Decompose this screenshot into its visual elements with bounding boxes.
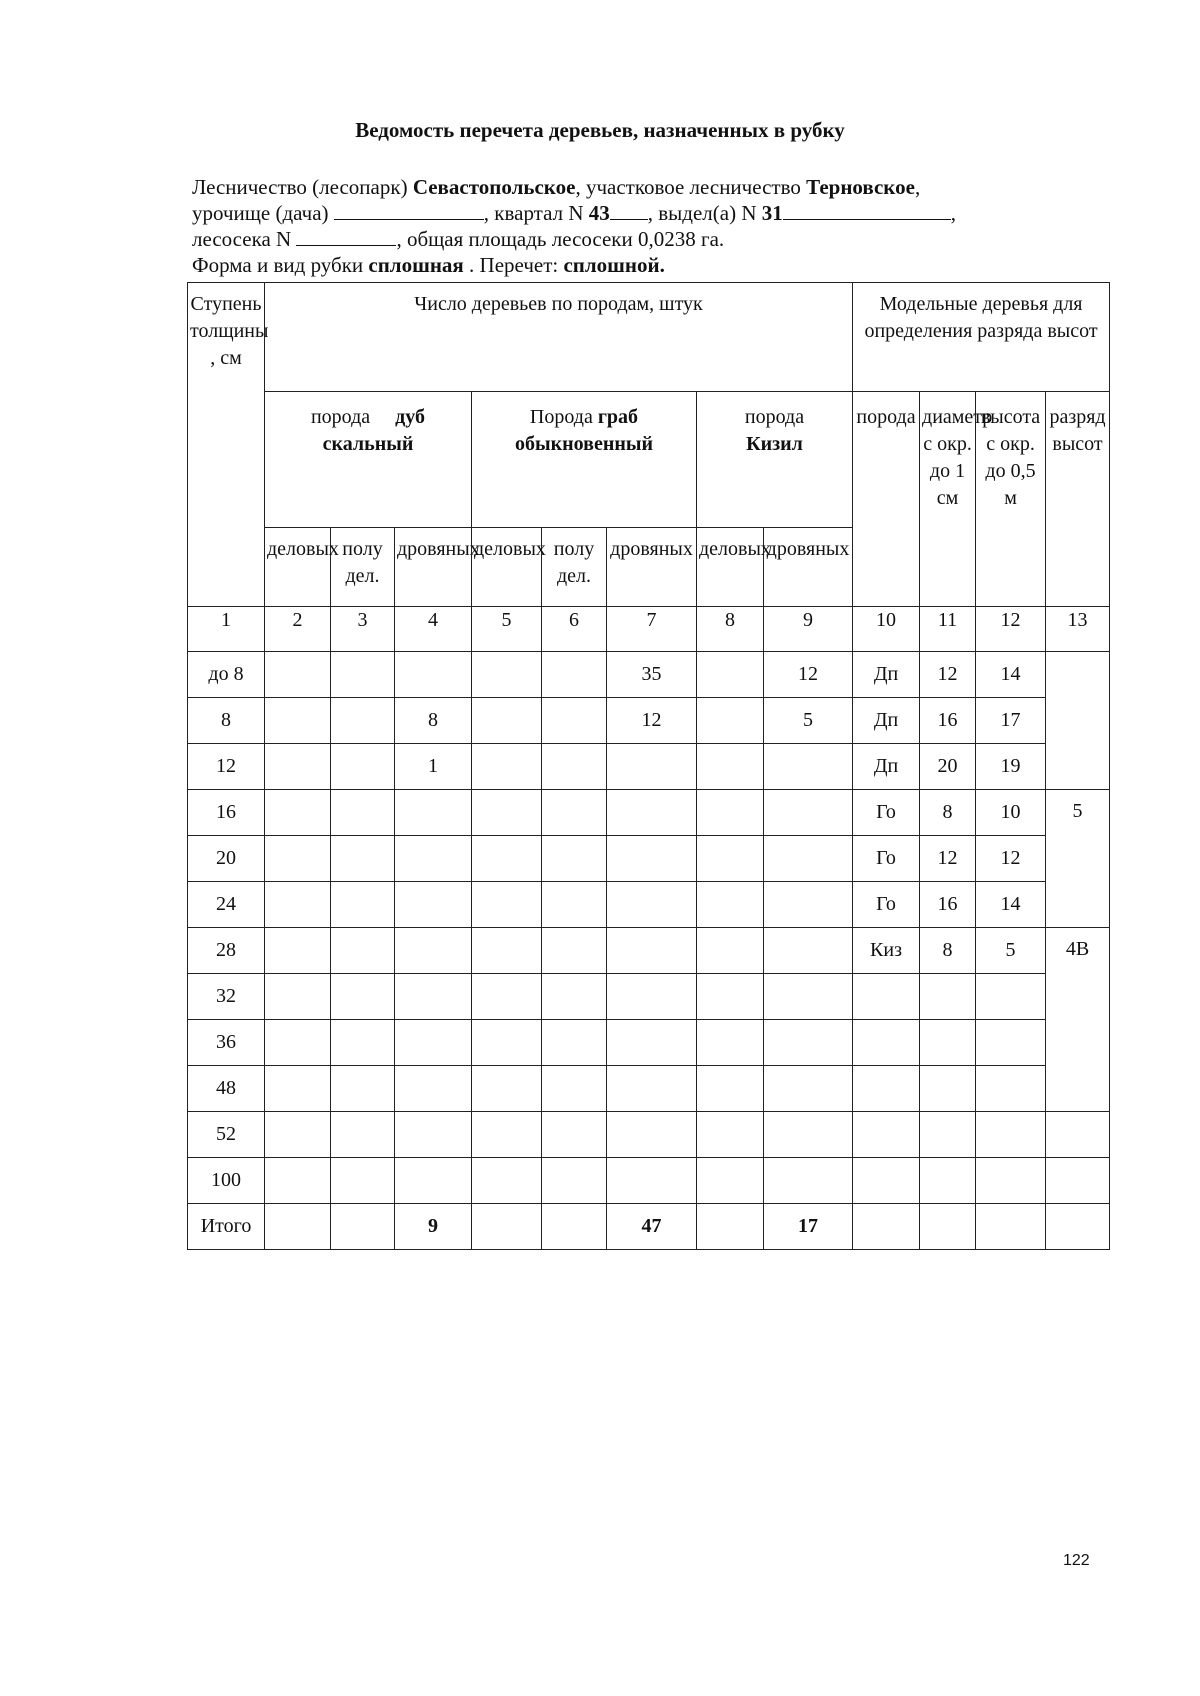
cell-oak-commercial bbox=[265, 882, 331, 928]
cell-model-height bbox=[976, 1020, 1046, 1066]
cell-height-class: 5 bbox=[1046, 790, 1110, 928]
cell-model-diameter: 20 bbox=[920, 744, 976, 790]
cell-oak-commercial bbox=[265, 652, 331, 698]
header-species-cornel bbox=[697, 392, 853, 528]
cell-hornbeam-commercial bbox=[472, 1158, 542, 1204]
cell-step: 16 bbox=[188, 790, 265, 836]
subheader-semi-commercial: полу дел. bbox=[542, 528, 607, 607]
cell-hornbeam-firewood bbox=[607, 1112, 697, 1158]
page-number: 122 bbox=[1063, 1552, 1090, 1569]
cell-oak-firewood bbox=[395, 1020, 472, 1066]
cell-oak-firewood bbox=[395, 1158, 472, 1204]
cell-hornbeam-firewood bbox=[607, 928, 697, 974]
cell-oak-firewood bbox=[395, 974, 472, 1020]
column-number: 6 bbox=[542, 607, 607, 652]
cell-total-label: Итого bbox=[188, 1204, 265, 1250]
cell-oak-semi bbox=[331, 974, 395, 1020]
header-model-height-class: разряд высот bbox=[1046, 392, 1110, 607]
cell-cornel-firewood bbox=[764, 1020, 853, 1066]
header-text: , участковое лесничество bbox=[575, 175, 807, 199]
cell-hornbeam-firewood bbox=[607, 836, 697, 882]
cell-height-class bbox=[1046, 1158, 1110, 1204]
cell-step: 48 bbox=[188, 1066, 265, 1112]
cell-cornel-commercial bbox=[697, 1066, 764, 1112]
cell-model-height: 12 bbox=[976, 836, 1046, 882]
cell-oak-commercial bbox=[265, 974, 331, 1020]
cell-oak-firewood: 1 bbox=[395, 744, 472, 790]
species-word: Порода bbox=[529, 406, 593, 428]
cell-model-diameter bbox=[920, 1020, 976, 1066]
cell-model-species bbox=[853, 974, 920, 1020]
tract-blank bbox=[334, 201, 484, 220]
count-type: сплошной. bbox=[563, 253, 665, 277]
cell-model-species: Го bbox=[853, 836, 920, 882]
table-row bbox=[188, 928, 1110, 974]
cell-hornbeam-semi bbox=[542, 974, 607, 1020]
cell-step: 20 bbox=[188, 836, 265, 882]
cell-hornbeam-commercial bbox=[472, 836, 542, 882]
table-row bbox=[188, 836, 1110, 882]
cell-oak-semi bbox=[331, 882, 395, 928]
cell-cornel-firewood bbox=[764, 882, 853, 928]
cell-oak-firewood bbox=[395, 882, 472, 928]
cell-cornel-commercial bbox=[697, 698, 764, 744]
column-number-row bbox=[188, 607, 1110, 652]
cell-hornbeam-firewood: 12 bbox=[607, 698, 697, 744]
document-header bbox=[192, 174, 956, 278]
cell-model-diameter bbox=[920, 1066, 976, 1112]
cell-hornbeam-semi bbox=[542, 698, 607, 744]
table-row-total bbox=[188, 1204, 1110, 1250]
cell-model-height: 14 bbox=[976, 882, 1046, 928]
cell-hornbeam-commercial bbox=[472, 1112, 542, 1158]
cell-hornbeam-semi bbox=[542, 1020, 607, 1066]
cell-model-height bbox=[976, 1112, 1046, 1158]
species-name: граб bbox=[597, 406, 639, 428]
cell-total: 47 bbox=[607, 1204, 697, 1250]
cell-hornbeam-firewood bbox=[607, 1158, 697, 1204]
species-name: дуб скальный bbox=[322, 406, 426, 455]
cell-oak-semi bbox=[331, 744, 395, 790]
cell-step: 24 bbox=[188, 882, 265, 928]
header-text: , bbox=[950, 201, 956, 225]
species-word: порода bbox=[310, 406, 371, 428]
cell-step: 36 bbox=[188, 1020, 265, 1066]
cell-cornel-commercial bbox=[697, 974, 764, 1020]
cell-hornbeam-semi bbox=[542, 1158, 607, 1204]
cell-cornel-firewood bbox=[764, 928, 853, 974]
cell-hornbeam-commercial bbox=[472, 974, 542, 1020]
cell-cornel-commercial bbox=[697, 790, 764, 836]
table-row bbox=[188, 882, 1110, 928]
table-row bbox=[188, 1112, 1110, 1158]
cell-oak-semi bbox=[331, 928, 395, 974]
cell-oak-semi bbox=[331, 1112, 395, 1158]
cell-model-diameter: 8 bbox=[920, 790, 976, 836]
cell-step: 12 bbox=[188, 744, 265, 790]
column-number: 2 bbox=[265, 607, 331, 652]
table-row bbox=[188, 1020, 1110, 1066]
cell-cornel-firewood: 5 bbox=[764, 698, 853, 744]
header-text: , bbox=[914, 175, 921, 199]
subheader-firewood: дровяных bbox=[395, 528, 472, 607]
cell-hornbeam-semi bbox=[542, 836, 607, 882]
header-step: Ступень толщины , см bbox=[188, 283, 265, 607]
blank-line bbox=[610, 201, 648, 220]
header-line-forestry bbox=[192, 174, 956, 200]
cell-oak-firewood: 8 bbox=[395, 698, 472, 744]
table-row bbox=[188, 1066, 1110, 1112]
cell-model-diameter bbox=[920, 1112, 976, 1158]
species-name: обыкновенный bbox=[514, 433, 654, 455]
cell-oak-commercial bbox=[265, 1066, 331, 1112]
cell-hornbeam-semi bbox=[542, 652, 607, 698]
column-number: 9 bbox=[764, 607, 853, 652]
cell-oak-commercial bbox=[265, 790, 331, 836]
cell-cornel-firewood bbox=[764, 974, 853, 1020]
cell-cornel-firewood bbox=[764, 1158, 853, 1204]
cell-model-species: Дп bbox=[853, 698, 920, 744]
cell-hornbeam-commercial bbox=[472, 790, 542, 836]
cell-hornbeam-firewood: 35 bbox=[607, 652, 697, 698]
table-body bbox=[188, 652, 1110, 1250]
tree-count-table bbox=[187, 282, 1110, 1250]
cell-model-diameter: 16 bbox=[920, 698, 976, 744]
header-text: лесосека N bbox=[192, 227, 297, 251]
cell-total: 9 bbox=[395, 1204, 472, 1250]
cell-model-height bbox=[976, 1158, 1046, 1204]
cell-oak-semi bbox=[331, 836, 395, 882]
table-row bbox=[188, 974, 1110, 1020]
cell-oak-firewood bbox=[395, 1066, 472, 1112]
cell-model-height: 17 bbox=[976, 698, 1046, 744]
cell-total bbox=[472, 1204, 542, 1250]
cell-cornel-firewood bbox=[764, 744, 853, 790]
cell-cornel-commercial bbox=[697, 1020, 764, 1066]
column-number: 10 bbox=[853, 607, 920, 652]
species-name: Кизил bbox=[746, 433, 803, 455]
column-number: 11 bbox=[920, 607, 976, 652]
cell-model-species: Киз bbox=[853, 928, 920, 974]
cell-total bbox=[920, 1204, 976, 1250]
cell-oak-commercial bbox=[265, 1112, 331, 1158]
cell-hornbeam-semi bbox=[542, 928, 607, 974]
cell-total bbox=[1046, 1204, 1110, 1250]
table-row bbox=[188, 744, 1110, 790]
subheader-commercial: деловых bbox=[265, 528, 331, 607]
cell-hornbeam-semi bbox=[542, 1066, 607, 1112]
cell-cornel-firewood bbox=[764, 790, 853, 836]
cell-oak-commercial bbox=[265, 1158, 331, 1204]
cell-oak-semi bbox=[331, 790, 395, 836]
cell-total bbox=[265, 1204, 331, 1250]
cell-step: 28 bbox=[188, 928, 265, 974]
cell-oak-firewood bbox=[395, 652, 472, 698]
cutting-form: сплошная bbox=[368, 253, 464, 277]
cell-cornel-commercial bbox=[697, 928, 764, 974]
cell-model-diameter: 12 bbox=[920, 652, 976, 698]
compartment-number: 31 bbox=[761, 201, 783, 225]
cell-model-height: 5 bbox=[976, 928, 1046, 974]
block-number: 43 bbox=[588, 201, 610, 225]
column-number: 7 bbox=[607, 607, 697, 652]
table-row bbox=[188, 1158, 1110, 1204]
cell-total bbox=[542, 1204, 607, 1250]
header-text: , общая площадь лесосеки 0,0238 га. bbox=[396, 227, 725, 251]
cell-cornel-commercial bbox=[697, 836, 764, 882]
cell-total bbox=[976, 1204, 1046, 1250]
cell-model-height: 10 bbox=[976, 790, 1046, 836]
cell-step: до 8 bbox=[188, 652, 265, 698]
header-text: Лесничество (лесопарк) bbox=[192, 175, 413, 199]
cell-model-diameter: 16 bbox=[920, 882, 976, 928]
cutting-area-blank bbox=[296, 227, 396, 246]
cell-oak-commercial bbox=[265, 928, 331, 974]
species-word: порода bbox=[744, 406, 805, 428]
cell-hornbeam-commercial bbox=[472, 652, 542, 698]
cell-hornbeam-commercial bbox=[472, 1066, 542, 1112]
header-text: Форма и вид рубки bbox=[192, 253, 369, 277]
column-number: 3 bbox=[331, 607, 395, 652]
cell-total bbox=[697, 1204, 764, 1250]
cell-oak-firewood bbox=[395, 836, 472, 882]
cell-step: 52 bbox=[188, 1112, 265, 1158]
cell-model-species: Дп bbox=[853, 652, 920, 698]
cell-model-height: 19 bbox=[976, 744, 1046, 790]
cell-cornel-commercial bbox=[697, 1158, 764, 1204]
cell-oak-commercial bbox=[265, 1020, 331, 1066]
column-number: 13 bbox=[1046, 607, 1110, 652]
cell-oak-semi bbox=[331, 1020, 395, 1066]
cell-total: 17 bbox=[764, 1204, 853, 1250]
cell-hornbeam-firewood bbox=[607, 744, 697, 790]
cell-oak-semi bbox=[331, 1066, 395, 1112]
cell-cornel-commercial bbox=[697, 744, 764, 790]
cell-cornel-commercial bbox=[697, 1112, 764, 1158]
cell-hornbeam-commercial bbox=[472, 1020, 542, 1066]
cell-hornbeam-semi bbox=[542, 790, 607, 836]
subheader-commercial: деловых bbox=[472, 528, 542, 607]
table-row bbox=[188, 698, 1110, 744]
cell-hornbeam-commercial bbox=[472, 744, 542, 790]
cell-hornbeam-firewood bbox=[607, 1020, 697, 1066]
cell-cornel-firewood bbox=[764, 1112, 853, 1158]
header-text: урочище (дача) bbox=[192, 201, 334, 225]
cell-model-species bbox=[853, 1112, 920, 1158]
subheader-semi-commercial: полу дел. bbox=[331, 528, 395, 607]
cell-model-species: Го bbox=[853, 790, 920, 836]
cell-hornbeam-semi bbox=[542, 744, 607, 790]
subheader-firewood: дровяных bbox=[607, 528, 697, 607]
cell-cornel-commercial bbox=[697, 652, 764, 698]
cell-hornbeam-firewood bbox=[607, 882, 697, 928]
cell-hornbeam-firewood bbox=[607, 1066, 697, 1112]
cell-oak-commercial bbox=[265, 698, 331, 744]
column-number: 1 bbox=[188, 607, 265, 652]
header-text: , выдел(а) N bbox=[647, 201, 762, 225]
cell-step: 100 bbox=[188, 1158, 265, 1204]
district-forestry-name: Терновское bbox=[806, 175, 915, 199]
cell-model-species bbox=[853, 1020, 920, 1066]
table-row bbox=[188, 790, 1110, 836]
cell-model-species: Го bbox=[853, 882, 920, 928]
blank-line bbox=[783, 201, 951, 220]
page-title: Ведомость перечета деревьев, назначенных в рубку bbox=[355, 118, 845, 142]
cell-step: 8 bbox=[188, 698, 265, 744]
cell-total bbox=[853, 1204, 920, 1250]
header-species-hornbeam bbox=[472, 392, 697, 528]
table-row bbox=[188, 652, 1110, 698]
header-line-location bbox=[192, 200, 956, 226]
header-line-cutting-form bbox=[192, 252, 956, 278]
cell-model-height bbox=[976, 974, 1046, 1020]
cell-oak-semi bbox=[331, 1158, 395, 1204]
cell-model-species bbox=[853, 1158, 920, 1204]
cell-cornel-firewood bbox=[764, 836, 853, 882]
cell-oak-commercial bbox=[265, 836, 331, 882]
column-number: 5 bbox=[472, 607, 542, 652]
header-species-oak bbox=[265, 392, 472, 528]
cell-oak-semi bbox=[331, 698, 395, 744]
header-model-group: Модельные деревья для определения разряда высот bbox=[853, 283, 1110, 392]
cell-height-class bbox=[1046, 652, 1110, 790]
column-number: 4 bbox=[395, 607, 472, 652]
forestry-name: Севастопольское bbox=[412, 175, 576, 199]
cell-hornbeam-commercial bbox=[472, 698, 542, 744]
cell-hornbeam-commercial bbox=[472, 882, 542, 928]
cell-hornbeam-firewood bbox=[607, 790, 697, 836]
cell-hornbeam-firewood bbox=[607, 974, 697, 1020]
subheader-commercial: деловых bbox=[697, 528, 764, 607]
cell-cornel-firewood: 12 bbox=[764, 652, 853, 698]
subheader-firewood: дровяных bbox=[764, 528, 853, 607]
cell-hornbeam-semi bbox=[542, 1112, 607, 1158]
header-text: . Перечет: bbox=[463, 253, 564, 277]
cell-oak-firewood bbox=[395, 928, 472, 974]
cell-oak-firewood bbox=[395, 1112, 472, 1158]
cell-oak-commercial bbox=[265, 744, 331, 790]
header-model-species: порода bbox=[853, 392, 920, 607]
cell-height-class: 4В bbox=[1046, 928, 1110, 1112]
cell-model-diameter bbox=[920, 974, 976, 1020]
cell-model-height: 14 bbox=[976, 652, 1046, 698]
cell-model-diameter: 8 bbox=[920, 928, 976, 974]
cell-oak-firewood bbox=[395, 790, 472, 836]
header-text: , квартал N bbox=[483, 201, 589, 225]
cell-hornbeam-commercial bbox=[472, 928, 542, 974]
cell-total bbox=[331, 1204, 395, 1250]
column-number: 12 bbox=[976, 607, 1046, 652]
cell-cornel-firewood bbox=[764, 1066, 853, 1112]
cell-model-diameter: 12 bbox=[920, 836, 976, 882]
header-line-cutting-area bbox=[192, 226, 956, 252]
header-model-height: высота с окр. до 0,5 м bbox=[976, 392, 1046, 607]
header-count-group: Число деревьев по породам, штук bbox=[265, 283, 853, 392]
cell-cornel-commercial bbox=[697, 882, 764, 928]
cell-step: 32 bbox=[188, 974, 265, 1020]
cell-model-species bbox=[853, 1066, 920, 1112]
cell-oak-semi bbox=[331, 652, 395, 698]
cell-height-class bbox=[1046, 1112, 1110, 1158]
cell-model-species: Дп bbox=[853, 744, 920, 790]
cell-hornbeam-semi bbox=[542, 882, 607, 928]
column-number: 8 bbox=[697, 607, 764, 652]
cell-model-height bbox=[976, 1066, 1046, 1112]
cell-model-diameter bbox=[920, 1158, 976, 1204]
header-model-diameter: диаметр с окр. до 1 см bbox=[920, 392, 976, 607]
